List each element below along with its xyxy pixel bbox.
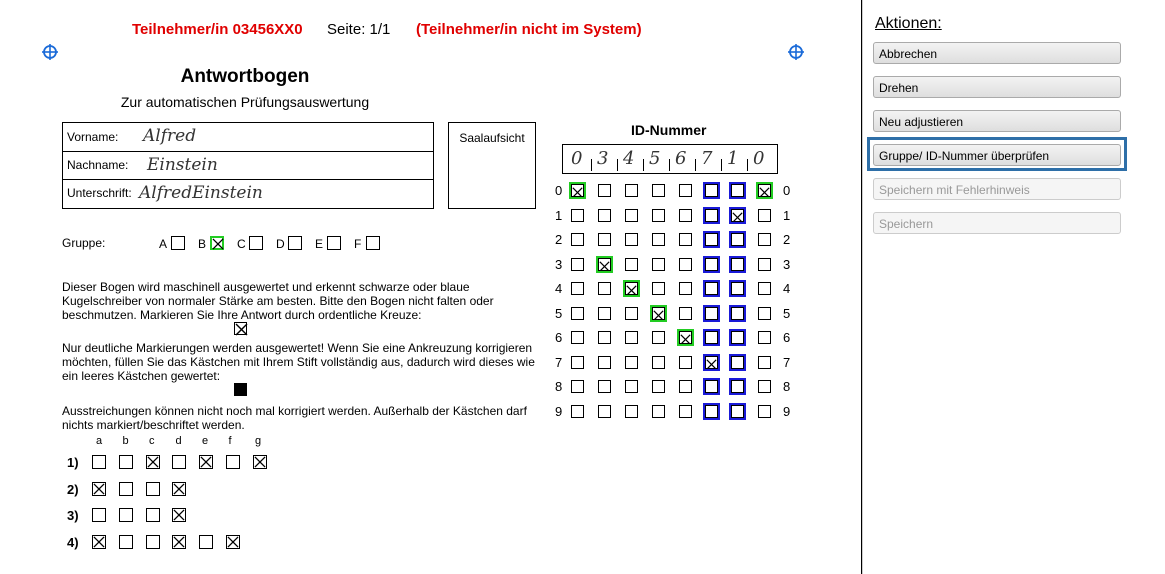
id-separator <box>591 159 592 171</box>
action-button[interactable]: Speichern mit Fehlerhinweis <box>873 178 1121 200</box>
id-digit-box[interactable] <box>571 209 584 222</box>
answer-column-label: e <box>202 435 209 447</box>
id-separator <box>643 159 644 171</box>
id-handwritten-digit: 0 <box>753 148 765 169</box>
answer-box[interactable] <box>199 455 213 469</box>
answer-box[interactable] <box>172 508 186 522</box>
answer-box[interactable] <box>92 455 106 469</box>
page-indicator: Seite: 1/1 <box>327 21 391 38</box>
group-option-label: A <box>159 237 168 251</box>
group-option-label: B <box>198 237 207 251</box>
answer-box[interactable] <box>119 535 133 549</box>
id-digit-label: 5 <box>783 305 791 321</box>
id-digit-box[interactable] <box>571 282 584 295</box>
name-fields-box <box>62 122 434 209</box>
sheet-subtitle: Zur automatischen Prüfungsauswertung <box>120 94 370 110</box>
example-cross-box <box>234 322 247 335</box>
answer-box[interactable] <box>199 535 213 549</box>
answer-box[interactable] <box>172 535 186 549</box>
id-detected-box-highlight <box>703 329 720 346</box>
id-detected-box-highlight <box>703 354 720 371</box>
id-digit-box[interactable] <box>652 209 665 222</box>
id-detected-box-highlight <box>703 256 720 273</box>
answer-box[interactable] <box>226 455 240 469</box>
crosshair-icon <box>788 44 804 60</box>
id-digit-label: 7 <box>555 354 563 370</box>
id-digit-box[interactable] <box>679 233 692 246</box>
id-digit-label: 3 <box>555 256 563 272</box>
id-digit-label: 1 <box>555 207 563 223</box>
group-option-box[interactable] <box>366 236 380 250</box>
group-option-label: D <box>276 237 285 251</box>
id-detected-box-highlight <box>703 280 720 297</box>
id-digit-box[interactable] <box>758 282 771 295</box>
saalaufsicht-box <box>448 122 536 209</box>
action-button[interactable]: Neu adjustieren <box>873 110 1121 132</box>
vorname-label: Vorname: <box>67 130 119 144</box>
id-digit-box[interactable] <box>652 380 665 393</box>
id-digit-box[interactable] <box>758 356 771 369</box>
id-digit-box[interactable] <box>625 233 638 246</box>
id-separator <box>721 159 722 171</box>
answer-box[interactable] <box>253 455 267 469</box>
group-option-box[interactable] <box>210 236 224 250</box>
id-digit-label: 7 <box>783 354 791 370</box>
group-label: Gruppe: <box>62 236 106 250</box>
id-digit-label: 3 <box>783 256 791 272</box>
action-button[interactable]: Drehen <box>873 76 1121 98</box>
id-digit-label: 0 <box>783 183 791 198</box>
id-digit-box[interactable] <box>652 356 665 369</box>
id-digit-box[interactable] <box>679 307 692 320</box>
action-button[interactable]: Gruppe/ ID-Nummer überprüfen <box>873 144 1121 166</box>
answer-box[interactable] <box>146 535 160 549</box>
actions-panel <box>862 0 1165 574</box>
id-detected-box-highlight <box>703 182 720 199</box>
group-option-label: F <box>354 237 362 251</box>
id-detected-box-highlight <box>729 305 746 322</box>
id-detected-box-highlight <box>703 403 720 420</box>
group-option-box[interactable] <box>171 236 185 250</box>
answer-box[interactable] <box>119 455 133 469</box>
id-digit-label: 6 <box>783 330 791 345</box>
unterschrift-row <box>63 179 433 207</box>
answer-box[interactable] <box>172 455 186 469</box>
id-handwritten-digit: 0 <box>571 148 583 169</box>
sheet-title: Antwortbogen <box>180 66 310 87</box>
id-digit-box[interactable] <box>758 307 771 320</box>
id-detected-box-highlight <box>729 256 746 273</box>
id-detected-box-highlight <box>729 207 746 224</box>
id-digit-box[interactable] <box>652 282 665 295</box>
answer-box[interactable] <box>92 535 106 549</box>
id-digit-box[interactable] <box>758 380 771 393</box>
id-handwritten-digit: 5 <box>649 148 661 169</box>
id-digit-box[interactable] <box>598 184 611 197</box>
unterschrift-label: Unterschrift: <box>67 186 132 200</box>
id-digit-box[interactable] <box>625 331 638 344</box>
action-button[interactable]: Speichern <box>873 212 1121 234</box>
id-digit-box[interactable] <box>571 356 584 369</box>
id-separator <box>695 159 696 171</box>
id-recognized-highlight <box>650 305 667 322</box>
id-digit-label: 4 <box>783 281 791 296</box>
id-digit-box[interactable] <box>598 380 611 393</box>
group-option-label: E <box>315 237 324 251</box>
group-option-box[interactable] <box>249 236 263 250</box>
instructions-paragraph-3: Ausstreichungen können nicht noch mal korrigiert werden. Außerhalb der Kästchen darf nichts markiert/beschriftet werden. <box>62 404 527 432</box>
id-digit-box[interactable] <box>652 405 665 418</box>
id-number-title: ID-Nummer <box>631 122 707 138</box>
id-digit-box[interactable] <box>598 282 611 295</box>
id-recognized-highlight <box>677 329 694 346</box>
answer-box[interactable] <box>92 482 106 496</box>
id-digit-label: 0 <box>555 183 563 198</box>
answer-column-label: c <box>149 435 155 447</box>
id-handwritten-digit: 1 <box>727 148 739 169</box>
id-detected-box-highlight <box>729 329 746 346</box>
id-digit-box[interactable] <box>625 209 638 222</box>
id-digit-box[interactable] <box>679 380 692 393</box>
id-digit-label: 6 <box>555 330 563 345</box>
id-digit-label: 2 <box>555 232 563 247</box>
id-digit-box[interactable] <box>758 209 771 222</box>
id-digit-box[interactable] <box>598 209 611 222</box>
id-digit-box[interactable] <box>679 405 692 418</box>
signature-handwriting: AlfredEinstein <box>139 183 263 203</box>
answer-box[interactable] <box>119 508 133 522</box>
answer-column-label: f <box>228 435 232 447</box>
actions-title: Aktionen: <box>875 15 942 32</box>
answer-column-label: a <box>96 435 103 447</box>
id-digit-box[interactable] <box>652 258 665 271</box>
id-digit-box[interactable] <box>652 233 665 246</box>
nachname-handwriting: Einstein <box>147 155 218 175</box>
id-digit-box[interactable] <box>679 258 692 271</box>
example-filled-box <box>234 383 247 396</box>
id-digit-box[interactable] <box>625 380 638 393</box>
answer-box[interactable] <box>226 535 240 549</box>
id-digit-label: 9 <box>783 403 791 419</box>
id-recognized-highlight <box>623 280 640 297</box>
id-handwritten-digit: 7 <box>701 148 713 169</box>
id-separator <box>669 159 670 171</box>
id-detected-box-highlight <box>729 231 746 248</box>
id-digit-box[interactable] <box>625 307 638 320</box>
id-digit-box[interactable] <box>598 331 611 344</box>
id-detected-box-highlight <box>729 280 746 297</box>
answer-column-label: b <box>122 435 129 447</box>
id-digit-label: 5 <box>555 305 563 321</box>
group-option-box[interactable] <box>288 236 302 250</box>
id-digit-box[interactable] <box>571 331 584 344</box>
id-digit-box[interactable] <box>571 380 584 393</box>
id-separator <box>747 159 748 171</box>
id-separator <box>617 159 618 171</box>
answer-box[interactable] <box>92 508 106 522</box>
id-digit-box[interactable] <box>652 184 665 197</box>
id-digit-label: 4 <box>555 281 563 296</box>
id-handwritten-digit: 3 <box>597 148 609 169</box>
question-label: 1) <box>67 455 79 470</box>
crosshair-icon <box>42 44 58 60</box>
question-label: 3) <box>67 508 79 523</box>
id-digit-box[interactable] <box>571 258 584 271</box>
id-digit-box[interactable] <box>598 356 611 369</box>
answer-column-label: g <box>255 435 262 447</box>
id-digit-box[interactable] <box>625 405 638 418</box>
id-digit-box[interactable] <box>758 233 771 246</box>
id-digit-box[interactable] <box>652 331 665 344</box>
id-digit-label: 9 <box>555 403 563 419</box>
id-digit-box[interactable] <box>571 307 584 320</box>
answer-box[interactable] <box>172 482 186 496</box>
id-recognized-highlight <box>756 182 773 199</box>
id-digit-label: 2 <box>783 232 791 247</box>
id-recognized-highlight <box>596 256 613 273</box>
id-digit-box[interactable] <box>758 405 771 418</box>
id-detected-box-highlight <box>703 207 720 224</box>
participant-id: Teilnehmer/in 03456XX0 <box>132 21 303 38</box>
answer-column-label: d <box>175 435 182 447</box>
id-detected-box-highlight <box>703 378 720 395</box>
nachname-label: Nachname: <box>67 158 129 172</box>
id-digit-box[interactable] <box>679 209 692 222</box>
id-handwritten-digit: 6 <box>675 148 687 169</box>
id-digit-label: 1 <box>783 207 791 223</box>
answer-box[interactable] <box>146 455 160 469</box>
answer-box[interactable] <box>146 508 160 522</box>
participant-status: (Teilnehmer/in nicht im System) <box>416 21 642 38</box>
id-detected-box-highlight <box>703 305 720 322</box>
id-digit-label: 8 <box>555 379 563 394</box>
id-handwritten-digit: 4 <box>623 148 635 169</box>
id-digit-box[interactable] <box>758 258 771 271</box>
id-digit-box[interactable] <box>598 307 611 320</box>
action-button[interactable]: Abbrechen <box>873 42 1121 64</box>
group-option-label: C <box>237 237 246 251</box>
id-digit-box[interactable] <box>571 405 584 418</box>
id-recognized-highlight <box>569 182 586 199</box>
question-label: 4) <box>67 534 79 550</box>
id-detected-box-highlight <box>729 403 746 420</box>
id-detected-box-highlight <box>729 354 746 371</box>
id-digit-box[interactable] <box>625 184 638 197</box>
id-detected-box-highlight <box>703 231 720 248</box>
id-digit-box[interactable] <box>598 233 611 246</box>
id-handwritten-box <box>562 144 778 174</box>
vorname-handwriting: Alfred <box>143 126 197 146</box>
id-digit-box[interactable] <box>679 356 692 369</box>
id-digit-box[interactable] <box>679 184 692 197</box>
id-digit-box[interactable] <box>625 356 638 369</box>
id-detected-box-highlight <box>729 378 746 395</box>
id-digit-box[interactable] <box>571 233 584 246</box>
answer-box[interactable] <box>146 482 160 496</box>
id-digit-box[interactable] <box>679 282 692 295</box>
id-digit-label: 8 <box>783 379 791 394</box>
answer-box[interactable] <box>119 482 133 496</box>
id-digit-box[interactable] <box>625 258 638 271</box>
saalaufsicht-label: Saalaufsicht <box>459 131 525 145</box>
vorname-row <box>63 123 433 152</box>
instructions-paragraph-1: Dieser Bogen wird maschinell ausgewertet und erkennt schwarze oder blaue Kugelschreiber von normaler Stärke am besten. Bitte den Bogen nicht falten oder beschmutzen. Markieren Sie Ihre Antwort durch ordentliche Kreuze: <box>62 280 494 322</box>
id-digit-box[interactable] <box>598 405 611 418</box>
instructions-paragraph-2: Nur deutliche Markierungen werden ausgewertet! Wenn Sie eine Ankreuzung korrigieren möchten, füllen Sie das Kästchen mit Ihrem Stift vollständig aus, dadurch wird dieses wie ein leeres Kästchen gewertet: <box>62 341 535 383</box>
id-detected-box-highlight <box>729 182 746 199</box>
nachname-row <box>63 151 433 180</box>
group-option-box[interactable] <box>327 236 341 250</box>
id-digit-box[interactable] <box>758 331 771 344</box>
question-label: 2) <box>67 481 79 497</box>
